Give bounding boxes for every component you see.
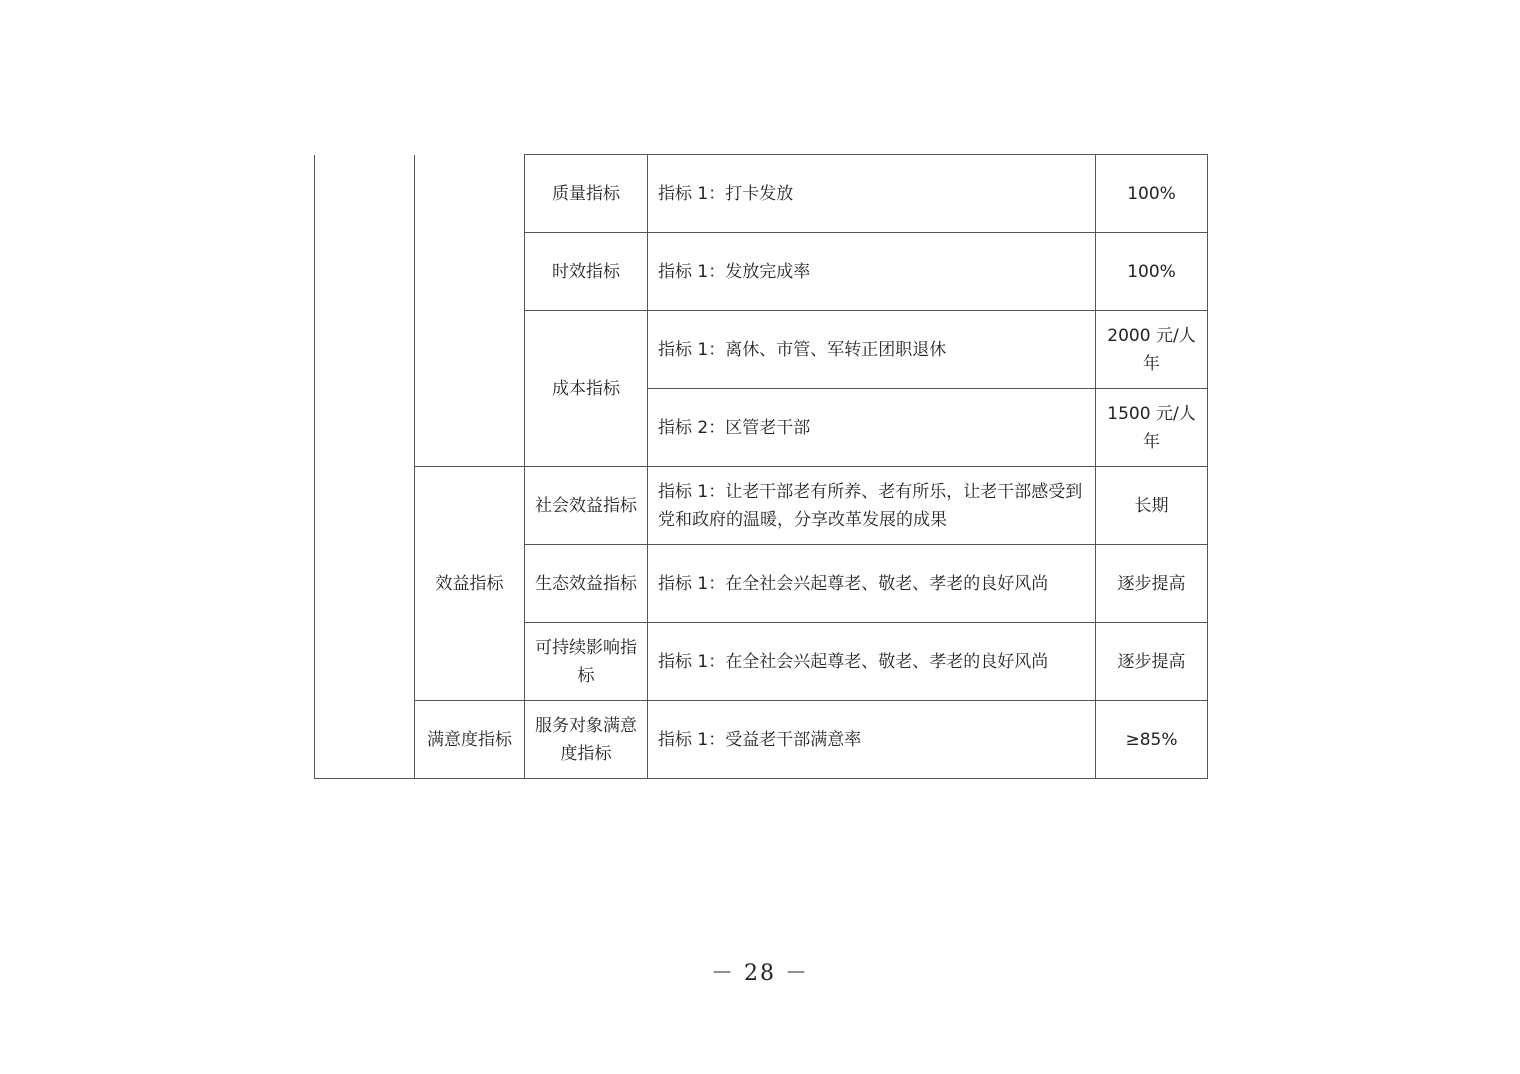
table-cell-value: 1500 元/人年: [1096, 389, 1208, 467]
table-cell-category: 服务对象满意度指标: [525, 701, 648, 779]
table-cell-value: ≥85%: [1096, 701, 1208, 779]
table-cell-value: 100%: [1096, 233, 1208, 311]
table-cell-value: 2000 元/人年: [1096, 311, 1208, 389]
table-cell-category: 时效指标: [525, 233, 648, 311]
table-row: [315, 155, 1208, 233]
table-cell-category: 生态效益指标: [525, 545, 648, 623]
table-cell-indicator: 指标 1：离休、市管、军转正团职退休: [648, 311, 1096, 389]
page-number: － 28 －: [711, 961, 809, 986]
table-cell-indicator: 指标 1：打卡发放: [648, 155, 1096, 233]
table-cell-category: 可持续影响指标: [525, 623, 648, 701]
table-cell-category: 社会效益指标: [525, 467, 648, 545]
table-cell-indicator: 指标 1：在全社会兴起尊老、敬老、孝老的良好风尚: [648, 623, 1096, 701]
table-cell-value: 100%: [1096, 155, 1208, 233]
table-cell-value: 长期: [1096, 467, 1208, 545]
table-cell-indicator: 指标 1：受益老干部满意率: [648, 701, 1096, 779]
table-cell-category: 质量指标: [525, 155, 648, 233]
table-cell-level2: 效益指标: [415, 467, 525, 701]
table-row: [315, 467, 1208, 545]
table-cell-indicator: 指标 1：在全社会兴起尊老、敬老、孝老的良好风尚: [648, 545, 1096, 623]
table-cell-indicator: 指标 1：让老干部老有所养、老有所乐，让老干部感受到党和政府的温暖，分享改革发展的成果: [648, 467, 1096, 545]
table-cell-indicator: 指标 1：发放完成率: [648, 233, 1096, 311]
table-cell-level2: [415, 155, 525, 467]
table-cell-value: 逐步提高: [1096, 545, 1208, 623]
table-cell-indicator: 指标 2：区管老干部: [648, 389, 1096, 467]
table-cell-level2: 满意度指标: [415, 701, 525, 779]
table-cell-level1: [315, 155, 415, 779]
table-row: [315, 701, 1208, 779]
table-cell-category: 成本指标: [525, 311, 648, 467]
table-cell-value: 逐步提高: [1096, 623, 1208, 701]
performance-indicator-table: [314, 154, 1208, 779]
